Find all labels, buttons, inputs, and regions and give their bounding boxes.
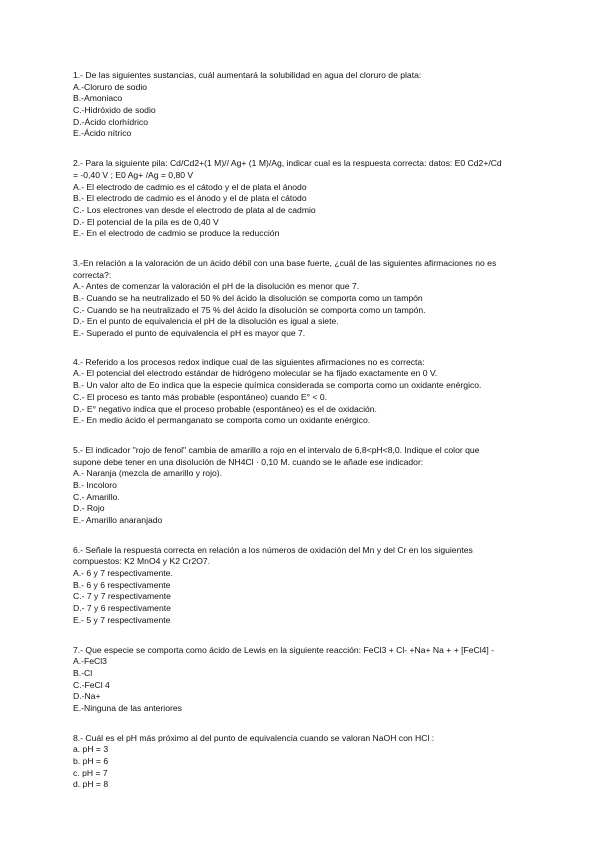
answer-option: A.- Naranja (mezcla de amarillo y rojo). <box>73 468 223 479</box>
question-6 <box>73 545 540 627</box>
question-text: 5.- El indicador "rojo de fenol" cambia de amarillo a rojo en el intervalo de 6,8<pH<8,0. Indique el color que <box>73 444 480 455</box>
answer-option: A.- Antes de comenzar la valoración el pH de la disolución es menor que 7. <box>73 281 360 292</box>
answer-option: B.- Incoloro <box>73 479 117 490</box>
answer-option: E.-Ácido nítrico <box>73 128 132 139</box>
answer-option: B.-Amoniaco <box>73 93 123 104</box>
answer-option: D.- E° negativo indica que el proceso probable (espontáneo) es el de oxidación. <box>73 403 377 414</box>
answer-option: C.- Amarillo. <box>73 491 120 502</box>
question-text: compuestos: K2 MnO4 y K2 Cr2O7. <box>73 556 211 567</box>
question-7 <box>73 645 540 715</box>
answer-option: A.-FeCl3 <box>73 656 107 667</box>
answer-option: C.-Hidróxido de sodio <box>73 105 156 116</box>
answer-option: B.- Un valor alto de Eo indica que la especie química considerada se comporta como un oxidante enérgico. <box>73 380 482 391</box>
answer-option: B.- Cuando se ha neutralizado el 50 % del ácido la disolución se comporta como un tampón <box>73 293 423 303</box>
question-text: 8.- Cuál es el pH más próximo al del punto de equivalencia cuando se valoran NaOH con HCl : <box>73 732 435 743</box>
answer-option: c. pH = 7 <box>73 767 108 778</box>
question-text: 7.- Que especie se comporta como ácido de Lewis en la siguiente reacción: FeCl3 + Cl- +Na+ Na + + [FeCl4] - <box>73 644 495 655</box>
answer-option: D.- 7 y 6 respectivamente <box>73 603 171 614</box>
answer-option: D.- En el punto de equivalencia el pH de la disolución es igual a siete. <box>73 316 339 327</box>
question-list <box>73 70 540 791</box>
answer-option: E.- Superado el punto de equivalencia el pH es mayor que 7. <box>73 328 306 339</box>
answer-option: D.-Ácido clorhídrico <box>73 116 148 127</box>
answer-option: C.- Cuando se ha neutralizado el 75 % del ácido la disolución se comporta como un tampón. <box>73 304 426 315</box>
answer-option: E.- En el electrodo de cadmio se produce la reducción <box>73 228 280 239</box>
question-8 <box>73 733 540 791</box>
question-text: 3.-En relación a la valoración de un ácido débil con una base fuerte, ¿cuál de las siguientes afirmaciones no es <box>73 257 497 268</box>
question-text: 1.- De las siguientes sustancias, cuál aumentará la solubilidad en agua del cloruro de plata: <box>73 70 422 80</box>
answer-option: b. pH = 6 <box>73 756 109 766</box>
question-text: 6.- Señale la respuesta correcta en relación a los números de oxidación del Mn y del Cr en los siguientes <box>73 544 473 555</box>
answer-option: D.- Rojo <box>73 503 105 514</box>
answer-option: E.- Amarillo anaranjado <box>73 515 163 525</box>
question-text: 2.- Para la siguiente pila: Cd/Cd2+(1 M)// Ag+ (1 M)/Ag, indicar cual es la respuesta correcta: datos: E0 Cd2+/Cd <box>73 158 502 169</box>
answer-option: B.-Cl <box>73 667 93 678</box>
answer-option: B.- 6 y 6 respectivamente <box>73 579 171 590</box>
answer-option: D.-Na+ <box>73 691 101 702</box>
answer-option: E.-Ninguna de las anteriores <box>73 702 182 713</box>
answer-option: C.-FeCl 4 <box>73 679 110 690</box>
answer-option: E.- En medio ácido el permanganato se comporta como un oxidante enérgico. <box>73 415 371 426</box>
question-text: supone debe tener en una disolución de NH4Cl · 0,10 M. cuando se le añade ese indicador: <box>73 456 424 467</box>
answer-option: C.- Los electrones van desde el electrodo de plata al de cadmio <box>73 204 316 215</box>
question-text: 4.- Referido a los procesos redox indique cual de las siguientes afirmaciones no es correcta: <box>73 356 425 367</box>
question-4 <box>73 357 540 427</box>
answer-option: A.-Cloruro de sodio <box>73 81 148 92</box>
answer-option: A.- El electrodo de cadmio es el cátodo y el de plata el ánodo <box>73 181 307 192</box>
question-5 <box>73 445 540 527</box>
answer-option: D.- El potencial de la pila es de 0,40 V <box>73 216 219 227</box>
answer-option: A.- El potencial del electrodo estándar de hidrógeno molecular se ha fijado exactamente en 0 V. <box>73 368 438 379</box>
question-3 <box>73 258 540 340</box>
question-text: = -0,40 V ; E0 Ag+ /Ag = 0,80 V <box>73 169 194 180</box>
answer-option: a. pH = 3 <box>73 744 109 755</box>
question-1 <box>73 70 540 140</box>
question-text: correcta?: <box>73 269 112 280</box>
answer-option: E.- 5 y 7 respectivamente <box>73 614 171 625</box>
question-2 <box>73 158 540 240</box>
answer-option: C.- 7 y 7 respectivamente <box>73 591 171 602</box>
answer-option: B.- El electrodo de cadmio es el ánodo y el de plata el cátodo <box>73 193 307 204</box>
answer-option: A.- 6 y 7 respectivamente. <box>73 568 173 579</box>
answer-option: d. pH = 8 <box>73 779 109 790</box>
answer-option: C.- El proceso es tanto más probable (espontáneo) cuando E° < 0. <box>73 391 327 402</box>
